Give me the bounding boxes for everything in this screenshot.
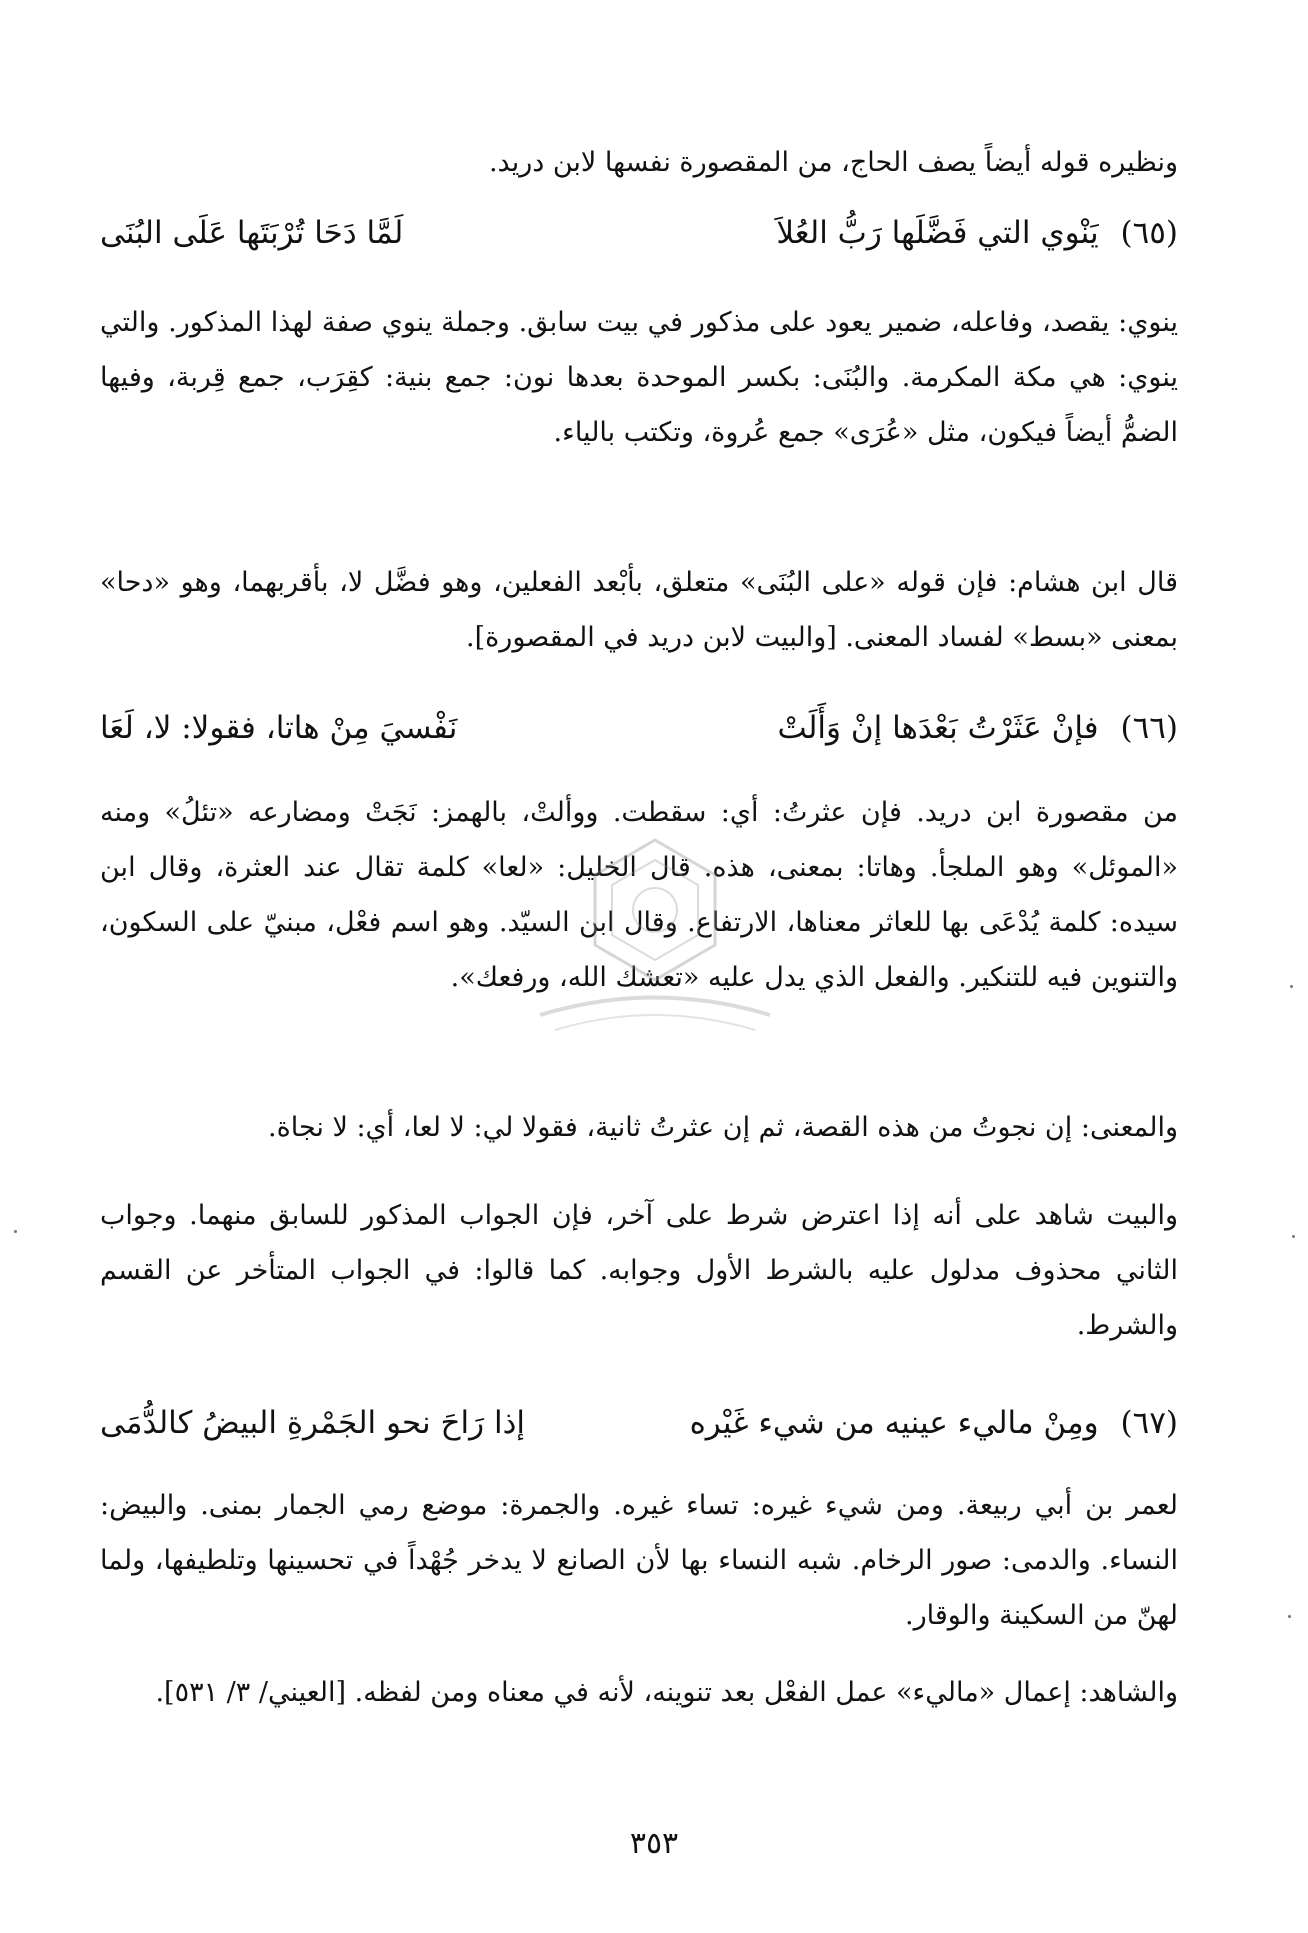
verse-65-second-hemistich: لَمَّا دَحَا تُرْبَتَها عَلَى البُنَى	[100, 215, 404, 251]
scan-speck	[14, 1230, 17, 1233]
intro-line: ونظيره قوله أيضاً يصف الحاج، من المقصورة نفسها لابن دريد.	[488, 147, 1178, 178]
verse-66-second-hemistich: نَفْسيَ مِنْ هاتا، فقولا: لا، لَعَا	[100, 710, 458, 746]
verse-67-second-hemistich: إذا رَاحَ نحو الجَمْرةِ البيضُ كالدُّمَى	[100, 1405, 525, 1441]
verse-66-first-hemistich	[778, 700, 1178, 756]
scan-speck	[1292, 1235, 1295, 1238]
paragraph-66-explanation: من مقصورة ابن دريد. فإن عثرتُ: أي: سقطت. ووألتْ، بالهمز: نَجَتْ ومضارعه «تئلُ» ومنه «الموئل» وهو الملجأ. وهاتا: بمعنى، هذه. قال الخليل: «لعا» كلمة تقال عند العثرة، وقال ابن سيده: كلمة يُدْعَى بها للعاثر معناها، الارتفاع. وقال ابن السيّد. وهو اسم فعْل، مبنيّ على السكون، والتنوين فيه للتنكير. والفعل الذي يدل عليه «تعشك الله، ورفعك».	[100, 797, 1178, 993]
verse-text: فإنْ عَثَرْتُ بَعْدَها إنْ وَأَلَتْ	[777, 710, 1099, 746]
scan-speck	[1288, 1615, 1291, 1618]
paragraph-67-explanation: لعمر بن أبي ربيعة. ومن شيء غيره: تساء غيره. والجمرة: موضع رمي الجمار بمنى. والبيض: النساء. والدمى: صور الرخام. شبه النساء بها لأن الصانع لا يدخر جُهْداً في تحسينها وتلطيفها، ولما لهنّ من السكينة والوقار.	[100, 1490, 1178, 1631]
verse-text: ومِنْ ماليء عينيه من شيء غَيْره	[689, 1405, 1099, 1441]
verse-number: (٦٦)	[1120, 710, 1178, 746]
verse-number: (٦٧)	[1120, 1405, 1178, 1441]
verse-65	[100, 205, 1178, 261]
verse-67-first-hemistich	[690, 1395, 1178, 1451]
paragraph-66-evidence: والبيت شاهد على أنه إذا اعترض شرط على آخر، فإن الجواب المذكور للسابق منهما. وجواب الثاني محذوف مدلول عليه بالشرط الأول وجوابه. كما قالوا: في الجواب المتأخر عن القسم والشرط.	[100, 1200, 1178, 1341]
paragraph-65-explanation: ينوي: يقصد، وفاعله، ضمير يعود على مذكور في بيت سابق. وجملة ينوي صفة لهذا المذكور. والتي ينوي: هي مكة المكرمة. والبُنَى: بكسر الموحدة بعدها نون: جمع بنية: كقِرَب، جمع قِربة، وفيها الضمُّ أيضاً فيكون، مثل «عُرَى» جمع عُروة، وتكتب بالياء.	[100, 307, 1178, 448]
library-watermark-icon	[520, 830, 790, 1040]
verse-65-first-hemistich	[776, 205, 1178, 261]
verse-66	[100, 700, 1178, 756]
paragraph-67-evidence: والشاهد: إعمال «ماليء» عمل الفعْل بعد تنوينه، لأنه في معناه ومن لفظه. [العيني/ ٣/ ٥٣١].	[155, 1677, 1178, 1708]
paragraph-65-ibn-hisham: قال ابن هشام: فإن قوله «على البُنَى» متعلق، بأبْعد الفعلين، وهو فضَّل لا، بأقربهما، وهو «دحا» بمعنى «بسط» لفساد المعنى. [والبيت لابن دريد في المقصورة].	[100, 567, 1178, 653]
scan-speck	[1290, 985, 1293, 988]
verse-text: يَنْوي التي فَضَّلَها رَبُّ العُلاَ	[776, 215, 1099, 251]
page-number: ٣٥٣	[629, 1826, 679, 1861]
verse-number: (٦٥)	[1120, 215, 1178, 251]
paragraph-66-meaning: والمعنى: إن نجوتُ من هذه القصة، ثم إن عثرتُ ثانية، فقولا لي: لا لعا، أي: لا نجاة.	[267, 1112, 1178, 1143]
verse-67	[100, 1395, 1178, 1451]
